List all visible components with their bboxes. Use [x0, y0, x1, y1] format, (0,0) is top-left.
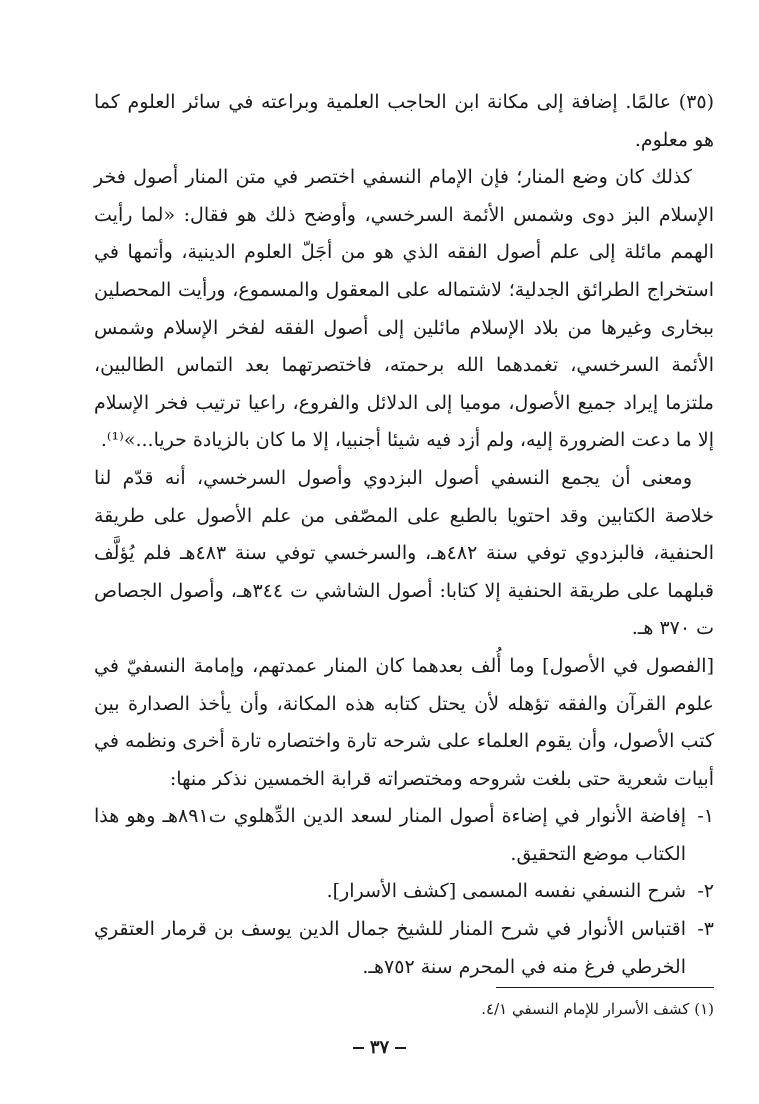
list-item — [94, 873, 714, 911]
list-item — [94, 911, 714, 986]
paragraph-1: (٣٥) عالمًا. إضافة إلى مكانة ابن الحاجب العلمية وبراعته في سائر العلوم كما هو معلوم. — [94, 91, 714, 151]
page-number: ٣٧ — [369, 1037, 390, 1058]
footnote-divider — [496, 987, 714, 988]
page-number-wrapper — [0, 1037, 759, 1058]
list-item-text: اقتباس الأنوار في شرح المنار للشيخ جمال الدين يوسف بن قرمار العتقري الخرطي فرغ منه في المحرم سنة ٧٥٢هـ. — [94, 918, 686, 978]
page-body — [94, 84, 714, 986]
list-item — [94, 798, 714, 873]
list-item-text: إفاضة الأنوار في إضاءة أصول المنار لسعد الدين الدِّهلوي ت٨٩١هـ وهو هذا الكتاب موضع التحقيق. — [94, 805, 686, 865]
paragraph-2: كذلك كان وضع المنار؛ فإن الإمام النسفي اختصر في متن المنار أصول فخر الإسلام البز دوى وشمس الأئمة السرخسي، وأوضح ذلك هو فقال: «لما رأيت الهمم مائلة إلى علم أصول الفقه الذي هو من أجَلّ العلوم الدينية، وأتمها في استخراج الطرائق الجدلية؛ لاشتماله على المعقول والمسموع، ورأيت المحصلين ببخارى وغيرها من بلاد الإسلام مائلين إلى أصول الفقه لفخر الإسلام وشمس الأئمة السرخسي، تغمدهما الله برحمته، فاختصرتهما بعد التماس الطالبين، ملتزما إيراد جميع الأصول، موميا إلى الدلائل والفروع، راعيا ترتيب فخر الإسلام إلا ما دعت الضرورة إليه، ولم أزد فيه شيئا أجنبيا، إلا ما كان بالزيادة حريا...»⁽¹⁾. — [94, 166, 715, 452]
list-item-number: ٣- — [697, 918, 714, 941]
commentaries-list — [94, 798, 714, 986]
page-number-dash — [353, 1047, 364, 1049]
list-item-text: شرح النسفي نفسه المسمى [كشف الأسرار]. — [326, 880, 686, 903]
page-number-dash — [395, 1047, 406, 1049]
paragraph-3: ومعنى أن يجمع النسفي أصول البزدوي وأصول السرخسي، أنه قدّم لنا خلاصة الكتابين وقد احتويا بالطبع على المصّفى من علم الأصول على طريقة الحنفية، فالبزدوي توفي سنة ٤٨٢هـ، والسرخسي توفي سنة ٤٨٣هـ فلم يُؤلَّف قبلهما على طريقة الحنفية إلا كتابا: أصول الشاشي ت ٣٤٤هـ، وأصول الجصاص ت ٣٧٠ هـ. — [94, 466, 714, 640]
footnote: (١) كشف الأسرار للإمام النسفي ٤/١. — [481, 1000, 714, 1018]
paragraph-4: [الفصول في الأصول] وما أُلف بعدهما كان المنار عمدتهم، وإمامة النسفيّ في علوم القرآن والفقه تؤهله لأن يحتل كتابه هذه المكانة، وأن يأخذ الصدارة بين كتب الأصول، وأن يقوم العلماء على شرحه تارة واختصاره تارة أخرى ونظمه في أبيات شعرية حتى بلغت شروحه ومختصراته قرابة الخمسين نذكر منها: — [94, 654, 714, 790]
list-item-number: ٢- — [697, 880, 714, 903]
list-item-number: ١- — [697, 805, 714, 828]
